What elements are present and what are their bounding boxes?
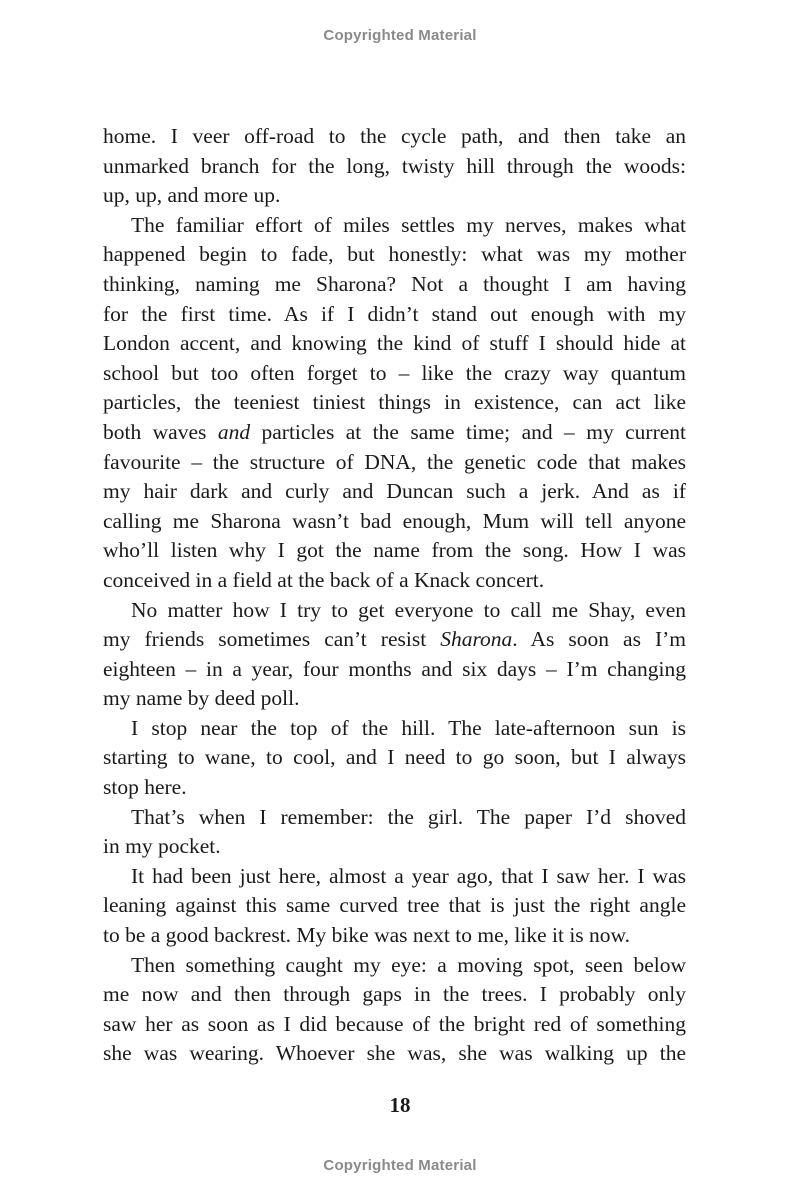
text-line: school but too often forget to – like the crazy way quantum <box>103 360 686 385</box>
text-line: my hair dark and curly and Duncan such a jerk. And as if <box>103 479 686 504</box>
text-line: That’s when I remember: the girl. The paper I’d shoved <box>131 804 686 829</box>
paragraph <box>103 862 686 951</box>
text-line: eighteen – in a year, four months and six days – I’m changing <box>103 656 686 681</box>
text-line: happened begin to fade, but honestly: what was my mother <box>103 242 686 267</box>
copyright-watermark-top: Copyrighted Material <box>323 27 477 44</box>
paragraph <box>103 211 686 596</box>
text-line: conceived in a field at the back of a Knack concert. <box>103 567 545 592</box>
text-line: starting to wane, to cool, and I need to go soon, but I always <box>103 745 686 770</box>
emphasis-word: and <box>217 419 251 444</box>
text-line: home. I veer off-road to the cycle path, and then take an <box>103 124 686 148</box>
text-line: saw her as soon as I did because of the bright red of something <box>103 1011 686 1036</box>
text-line: up, up, and more up. <box>103 183 281 208</box>
text-line: favourite – the structure of DNA, the genetic code that makes <box>103 449 686 474</box>
paragraph <box>103 596 686 714</box>
text-line: to be a good backrest. My bike was next to me, like it is now. <box>103 923 631 948</box>
text-line: thinking, naming me Sharona? Not a thought I am having <box>103 271 686 296</box>
text-line-italic-and: both waves and particles at the same time; and – my current <box>103 419 686 444</box>
text-line: calling me Sharona wasn’t bad enough, Mum will tell anyone <box>103 508 686 533</box>
text-line: It had been just here, almost a year ago, that I saw her. I was <box>131 863 686 888</box>
text-line-italic-sharona: my friends sometimes can’t resist Sharona. As soon as I’m <box>103 627 687 652</box>
page-body-text <box>103 122 686 1069</box>
paragraph <box>103 951 686 1069</box>
text-line: for the first time. As if I didn’t stand out enough with my <box>103 301 686 326</box>
text-line: stop here. <box>103 775 187 800</box>
text-line: in my pocket. <box>103 834 221 859</box>
text-line: No matter how I try to get everyone to call me Shay, even <box>131 597 686 622</box>
text-line: who’ll listen why I got the name from the song. How I was <box>103 538 686 563</box>
text-line: The familiar effort of miles settles my nerves, makes what <box>131 212 686 237</box>
text-line: she was wearing. Whoever she was, she was walking up the <box>103 1041 686 1066</box>
text-line: I stop near the top of the hill. The late-afternoon sun is <box>131 715 686 740</box>
text-line: leaning against this same curved tree that is just the right angle <box>103 893 686 918</box>
text-line: my name by deed poll. <box>103 686 300 711</box>
copyright-watermark-bottom: Copyrighted Material <box>323 1157 477 1174</box>
text-line: London accent, and knowing the kind of stuff I should hide at <box>103 331 686 356</box>
paragraph <box>103 803 686 862</box>
text-line: unmarked branch for the long, twisty hill through the woods: <box>103 153 686 178</box>
paragraph <box>103 714 686 803</box>
text-line: Then something caught my eye: a moving spot, seen below <box>131 952 686 977</box>
paragraph <box>103 122 686 211</box>
page-number: 18 <box>389 1093 411 1117</box>
text-line: me now and then through gaps in the trees. I probably only <box>103 982 686 1007</box>
text-line: particles, the teeniest tiniest things in existence, can act like <box>103 390 686 415</box>
emphasis-word: Sharona <box>440 627 513 652</box>
